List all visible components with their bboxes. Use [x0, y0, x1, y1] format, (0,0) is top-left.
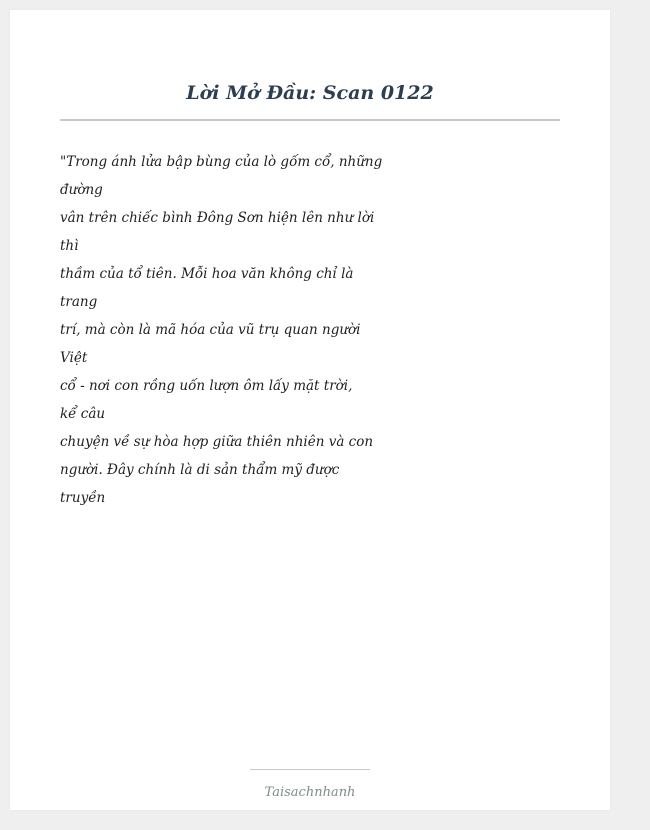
document-page	[10, 10, 610, 810]
page-title: Lời Mở Đầu: Scan 0122	[186, 82, 434, 104]
text-line: thì	[60, 238, 79, 254]
text-line: Việt	[60, 350, 88, 366]
text-line: thầm của tổ tiên. Mỗi hoa văn không chỉ là	[60, 266, 354, 282]
title-divider	[60, 119, 560, 121]
text-line: trí, mà còn là mã hóa của vũ trụ quan người	[60, 322, 361, 338]
text-line: người. Đây chính là di sản thẩm mỹ được	[60, 462, 340, 478]
text-line: đường	[60, 182, 103, 198]
text-line: chuyện về sự hòa hợp giữa thiên nhiên và con	[60, 434, 374, 450]
text-line: cổ - nơi con rồng uốn lượn ôm lấy mặt trời,	[60, 378, 353, 394]
text-line: "Trong ánh lửa bập bùng của lò gốm cổ, những	[60, 154, 383, 170]
text-line: trang	[60, 294, 98, 310]
footer-signature: Taisachnhanh	[264, 785, 356, 800]
footer-divider	[250, 769, 370, 770]
text-line: kể câu	[60, 406, 106, 422]
text-line: truyền	[60, 490, 106, 506]
body-text	[60, 148, 383, 512]
text-line: vân trên chiếc bình Đông Sơn hiện lên như lời	[60, 210, 375, 226]
